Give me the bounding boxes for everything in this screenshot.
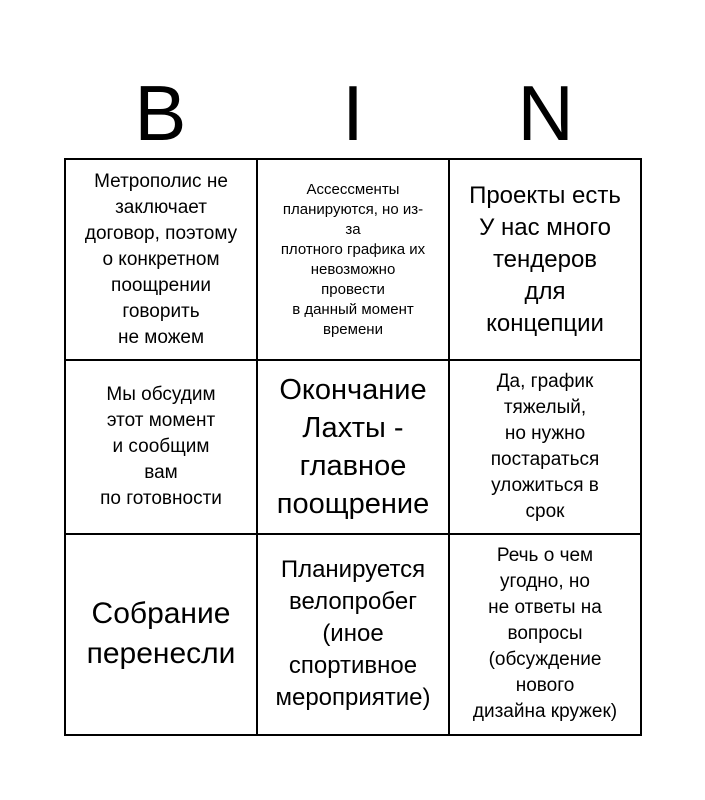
bingo-row xyxy=(65,159,641,360)
bingo-cell-r1c2[interactable]: Ассессменты планируются, но из- за плотного графика их невозможно провести в данный момент времени xyxy=(257,159,449,360)
bingo-cell-r2c3[interactable]: Да, график тяжелый, но нужно постараться уложиться в срок xyxy=(449,360,641,534)
bingo-cell-r3c3[interactable]: Речь о чем угодно, но не ответы на вопросы (обсуждение нового дизайна кружек) xyxy=(449,534,641,735)
bingo-cell-r2c1[interactable]: Мы обсудим этот момент и сообщим вам по готовности xyxy=(65,360,257,534)
bingo-header xyxy=(64,70,642,156)
bingo-cell-r2c2[interactable]: Окончание Лахты - главное поощрение xyxy=(257,360,449,534)
header-letter-b: B xyxy=(134,69,187,157)
bingo-cell-r3c2[interactable]: Планируется велопробег (иное спортивное мероприятие) xyxy=(257,534,449,735)
bingo-cell-r1c3[interactable]: Проекты есть У нас много тендеров для концепции xyxy=(449,159,641,360)
bingo-cell-r3c1[interactable]: Собрание перенесли xyxy=(65,534,257,735)
bingo-grid xyxy=(64,158,642,736)
bingo-cell-r1c1[interactable]: Метрополис не заключает договор, поэтому о конкретном поощрении говорить не можем xyxy=(65,159,257,360)
header-letter-n: N xyxy=(517,69,574,157)
bingo-row xyxy=(65,534,641,735)
header-letter-i: I xyxy=(342,69,364,157)
bingo-row xyxy=(65,360,641,534)
